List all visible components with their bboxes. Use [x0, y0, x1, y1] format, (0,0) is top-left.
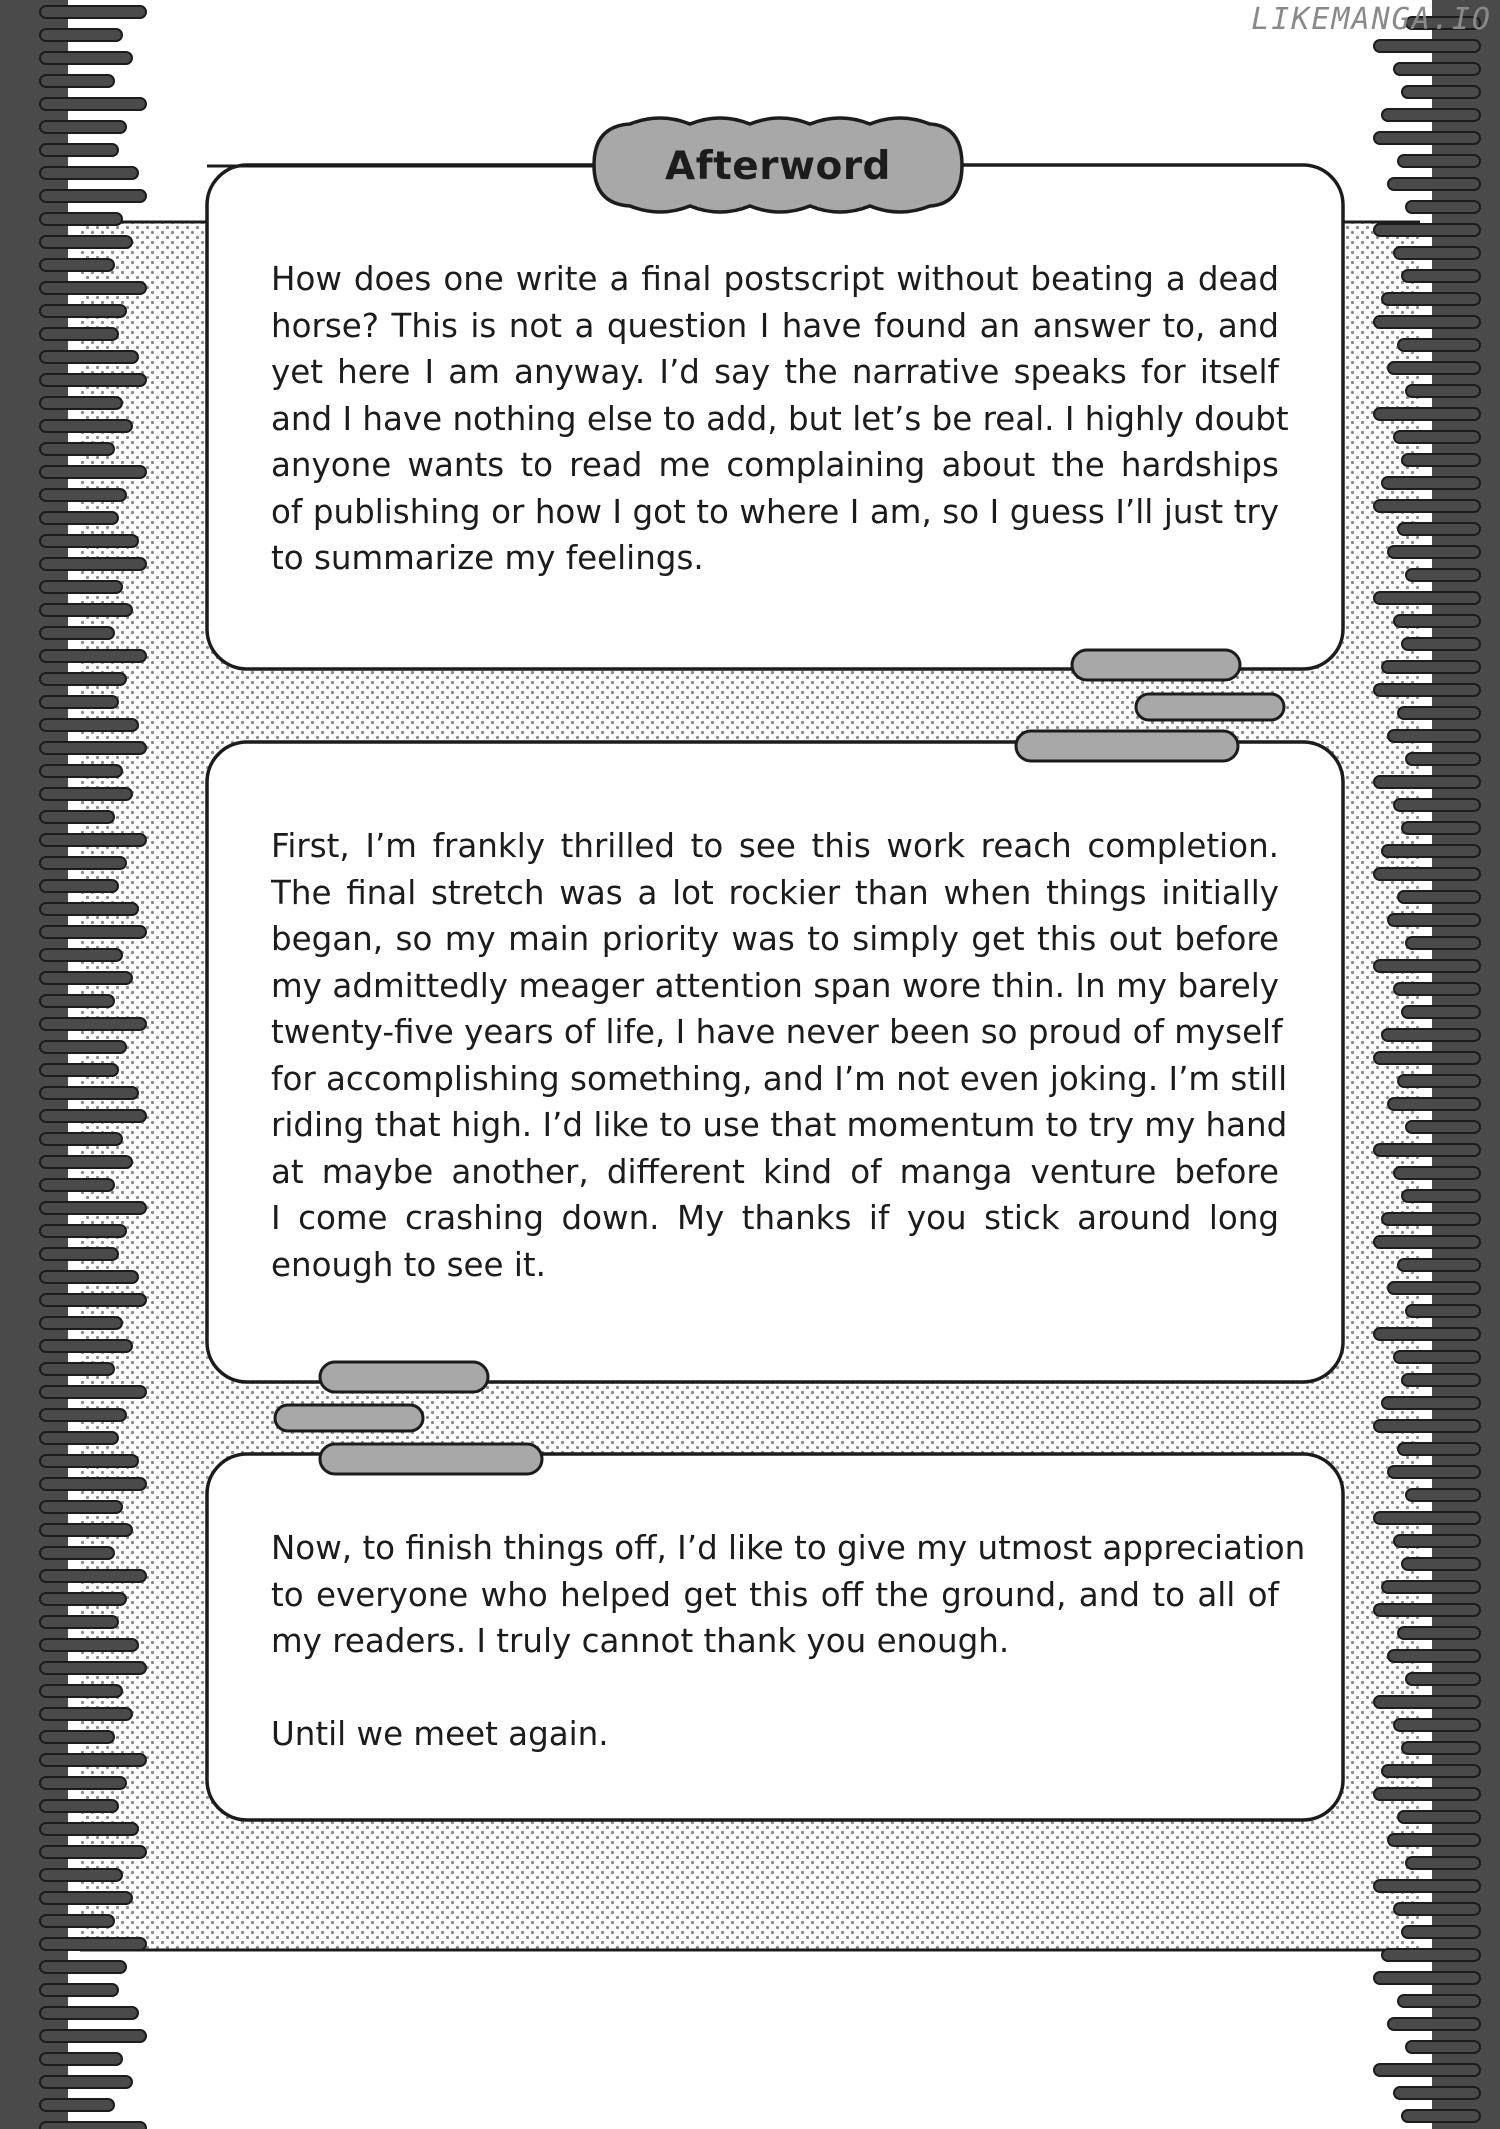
border-tooth [40, 719, 138, 731]
border-tooth [1388, 362, 1480, 374]
border-tooth [40, 144, 118, 156]
border-tooth [40, 1064, 118, 1076]
border-tooth [1402, 454, 1480, 466]
border-tooth [1398, 1811, 1480, 1823]
border-tooth [1406, 1857, 1480, 1869]
text-line: riding that high. I’d like to use that momentum to try my hand [271, 1106, 1288, 1144]
border-tooth [1402, 1190, 1480, 1202]
border-tooth [1374, 1144, 1480, 1156]
border-tooth [1382, 1213, 1480, 1225]
border-tooth [1388, 1466, 1480, 1478]
border-tooth [1398, 1259, 1480, 1271]
text-line: to everyone who helped get this off the ground, and to all of [271, 1575, 1279, 1614]
border-tooth [40, 1455, 138, 1467]
border-tooth [1398, 1075, 1480, 1087]
text-line: of publishing or how I got to where I am, so I guess I’ll just try [271, 492, 1279, 531]
border-tooth [1398, 891, 1480, 903]
border-tooth [40, 627, 114, 639]
border-tooth [40, 190, 146, 202]
border-tooth [1402, 1742, 1480, 1754]
border-tooth [40, 581, 122, 593]
border-tooth [1374, 316, 1480, 328]
border-tooth [1382, 1029, 1480, 1041]
border-tooth [1398, 707, 1480, 719]
border-tooth [40, 1133, 122, 1145]
border-tooth [1394, 1719, 1480, 1731]
text-line: horse? This is not a question I have found an answer to, and [271, 306, 1279, 345]
border-tooth [40, 558, 146, 570]
border-tooth [40, 949, 122, 961]
border-tooth [1398, 523, 1480, 535]
border-tooth [1394, 615, 1480, 627]
border-tooth [40, 1777, 126, 1789]
border-tooth [40, 972, 132, 984]
border-tooth [40, 374, 146, 386]
border-tooth [1394, 1167, 1480, 1179]
border-tooth [1388, 1098, 1480, 1110]
border-tooth [1398, 1443, 1480, 1455]
border-tooth [1394, 799, 1480, 811]
text-line: First, I’m frankly thrilled to see this work reach completion. [271, 827, 1279, 865]
border-tooth [1394, 983, 1480, 995]
border-tooth [40, 236, 132, 248]
border-tooth [1382, 293, 1480, 305]
border-tooth [1382, 845, 1480, 857]
border-tooth [40, 673, 126, 685]
border-tooth [40, 1110, 146, 1122]
border-tooth [40, 2099, 114, 2111]
text-line: my admittedly meager attention span wore thin. In my barely [271, 966, 1279, 1005]
text-line: How does one write a final postscript without beating a dead [271, 260, 1279, 298]
border-tooth [40, 305, 126, 317]
border-tooth [40, 2122, 146, 2129]
title-badge [596, 122, 960, 210]
border-tooth [40, 1639, 138, 1651]
border-tooth [1402, 86, 1480, 98]
border-tooth [40, 1961, 126, 1973]
border-tooth [40, 98, 146, 110]
border-tooth [1406, 569, 1480, 581]
border-tooth [40, 1593, 126, 1605]
border-tooth [1374, 1788, 1480, 1800]
border-tooth [1398, 1627, 1480, 1639]
border-tooth [1406, 385, 1480, 397]
paragraph-gap [271, 1665, 1279, 1712]
text-line: Now, to finish things off, I’d like to give my utmost appreciation [271, 1529, 1306, 1567]
text-line: and I have nothing else to add, but let’s be real. I highly doubt [271, 399, 1289, 438]
border-tooth [40, 650, 146, 662]
text-line: my readers. I truly cannot thank you enough. [271, 1622, 1010, 1660]
border-tooth [40, 52, 132, 64]
border-tooth [40, 29, 122, 41]
border-tooth [1398, 155, 1480, 167]
watermark: LIKEMANGA.IO [1251, 2, 1492, 37]
border-tooth [40, 75, 114, 87]
afterword-section-1 [271, 256, 1289, 582]
border-tooth [1382, 1765, 1480, 1777]
border-tooth [1374, 1604, 1480, 1616]
border-tooth [40, 1248, 118, 1260]
border-tooth [1374, 132, 1480, 144]
border-tooth [40, 1156, 132, 1168]
border-tooth [40, 604, 132, 616]
border-tooth [1374, 1696, 1480, 1708]
border-tooth [1394, 431, 1480, 443]
border-tooth [1402, 1006, 1480, 1018]
border-tooth [40, 351, 138, 363]
border-tooth [1374, 224, 1480, 236]
border-tooth [40, 995, 114, 1007]
text-line: at maybe another, different kind of manga venture before [271, 1152, 1279, 1191]
border-tooth [1394, 1351, 1480, 1363]
border-tooth [1374, 40, 1480, 52]
border-tooth [1374, 592, 1480, 604]
text-line: yet here I am anyway. I’d say the narrative speaks for itself [271, 353, 1279, 391]
border-tooth [40, 1662, 146, 1674]
border-tooth [40, 1478, 146, 1490]
border-tooth [40, 1501, 122, 1513]
border-tooth [40, 1225, 126, 1237]
border-tooth [40, 2030, 146, 2042]
border-tooth [1402, 1926, 1480, 1938]
border-tooth [1374, 684, 1480, 696]
border-tooth [40, 1363, 114, 1375]
text-line: began, so my main priority was to simply get this out before [271, 920, 1279, 958]
border-tooth [40, 1984, 118, 1996]
border-tooth [1406, 937, 1480, 949]
border-tooth [1406, 201, 1480, 213]
border-tooth [40, 512, 118, 524]
border-tooth [40, 535, 138, 547]
border-tooth [40, 397, 122, 409]
border-tooth [1402, 1374, 1480, 1386]
border-tooth [1406, 1121, 1480, 1133]
border-tooth [1394, 1535, 1480, 1547]
border-tooth [1402, 822, 1480, 834]
border-tooth [1394, 2087, 1480, 2099]
border-tooth [40, 1846, 146, 1858]
border-tooth [40, 1386, 146, 1398]
border-tooth [40, 1340, 132, 1352]
border-tooth [40, 1823, 138, 1835]
border-tooth [40, 1271, 138, 1283]
border-tooth [1398, 1995, 1480, 2007]
border-tooth [40, 696, 118, 708]
border-tooth [40, 1041, 126, 1053]
border-tooth [1374, 776, 1480, 788]
page-title: Afterword [665, 143, 891, 189]
border-tooth [40, 443, 114, 455]
border-tooth [1374, 1420, 1480, 1432]
border-tooth [1388, 914, 1480, 926]
border-tooth [1388, 1282, 1480, 1294]
border-tooth [40, 1915, 114, 1927]
afterword-section-2 [271, 823, 1288, 1288]
border-tooth [1406, 1305, 1480, 1317]
border-tooth [1382, 661, 1480, 673]
border-tooth [40, 788, 132, 800]
text-line: anyone wants to read me complaining about the hardships [271, 446, 1279, 484]
border-tooth [40, 1524, 132, 1536]
border-tooth [40, 742, 146, 754]
border-tooth [40, 259, 114, 271]
border-tooth [40, 1570, 146, 1582]
border-tooth [40, 1800, 118, 1812]
border-tooth [1388, 178, 1480, 190]
border-tooth [40, 167, 138, 179]
border-tooth [1406, 753, 1480, 765]
border-tooth [1406, 1489, 1480, 1501]
border-tooth [1394, 247, 1480, 259]
text-line: twenty-five years of life, I have never been so proud of myself [271, 1013, 1283, 1051]
border-tooth [1374, 960, 1480, 972]
border-tooth [1382, 477, 1480, 489]
text-line: I come crashing down. My thanks if you stick around long [271, 1199, 1279, 1237]
border-tooth [40, 213, 122, 225]
border-tooth [1388, 1650, 1480, 1662]
border-tooth [40, 1938, 146, 1950]
border-tooth [1374, 1512, 1480, 1524]
border-tooth [40, 420, 132, 432]
border-tooth [40, 1432, 118, 1444]
border-tooth [1388, 1834, 1480, 1846]
border-tooth [1388, 2018, 1480, 2030]
border-tooth [1374, 408, 1480, 420]
border-tooth [40, 328, 118, 340]
border-tooth [1382, 1581, 1480, 1593]
border-tooth [1406, 1673, 1480, 1685]
text-line: The final stretch was a lot rockier than when things initially [271, 873, 1279, 912]
border-tooth [40, 1179, 114, 1191]
border-tooth [40, 1294, 146, 1306]
border-tooth [40, 1708, 132, 1720]
border-tooth [40, 926, 146, 938]
border-tooth [1406, 2041, 1480, 2053]
border-tooth [40, 2076, 132, 2088]
border-tooth [1394, 63, 1480, 75]
text-line: enough to see it. [271, 1245, 546, 1284]
border-tooth [1374, 868, 1480, 880]
text-line: for accomplishing something, and I’m not even joking. I’m still [271, 1059, 1288, 1098]
border-tooth [40, 489, 126, 501]
border-tooth [40, 6, 146, 18]
border-tooth [1374, 1972, 1480, 1984]
border-tooth [1374, 1236, 1480, 1248]
border-tooth [40, 765, 122, 777]
border-tooth [1374, 1328, 1480, 1340]
border-tooth [40, 1869, 122, 1881]
border-tooth [1402, 270, 1480, 282]
border-tooth [40, 834, 146, 846]
border-tooth [1394, 1903, 1480, 1915]
border-tooth [40, 2053, 122, 2065]
border-tooth [40, 857, 126, 869]
border-tooth [40, 1731, 114, 1743]
border-tooth [40, 903, 138, 915]
border-tooth [1402, 1558, 1480, 1570]
border-tooth [40, 1616, 118, 1628]
border-tooth [1374, 500, 1480, 512]
border-tooth [1374, 1052, 1480, 1064]
border-tooth [1388, 546, 1480, 558]
border-tooth [40, 282, 146, 294]
border-tooth [40, 1087, 138, 1099]
closing-line: Until we meet again. [271, 1715, 609, 1753]
border-tooth [40, 880, 118, 892]
border-tooth [1388, 730, 1480, 742]
border-tooth [1398, 339, 1480, 351]
border-tooth [1402, 638, 1480, 650]
border-tooth [40, 1685, 122, 1697]
border-tooth [1382, 1949, 1480, 1961]
border-tooth [40, 1754, 146, 1766]
border-tooth [40, 811, 114, 823]
border-tooth [40, 1018, 146, 1030]
border-tooth [1374, 1880, 1480, 1892]
border-tooth [40, 1892, 132, 1904]
border-tooth [40, 1202, 146, 1214]
border-tooth [40, 1317, 122, 1329]
border-tooth [1382, 109, 1480, 121]
border-tooth [40, 1547, 114, 1559]
border-tooth [1382, 1397, 1480, 1409]
border-tooth [40, 121, 126, 133]
afterword-section-3 [271, 1525, 1306, 1758]
border-tooth [40, 2007, 138, 2019]
border-tooth [40, 1409, 126, 1421]
border-tooth [1374, 2064, 1480, 2076]
border-tooth [40, 466, 146, 478]
text-line: to summarize my feelings. [271, 539, 704, 577]
border-tooth [1402, 2110, 1480, 2122]
